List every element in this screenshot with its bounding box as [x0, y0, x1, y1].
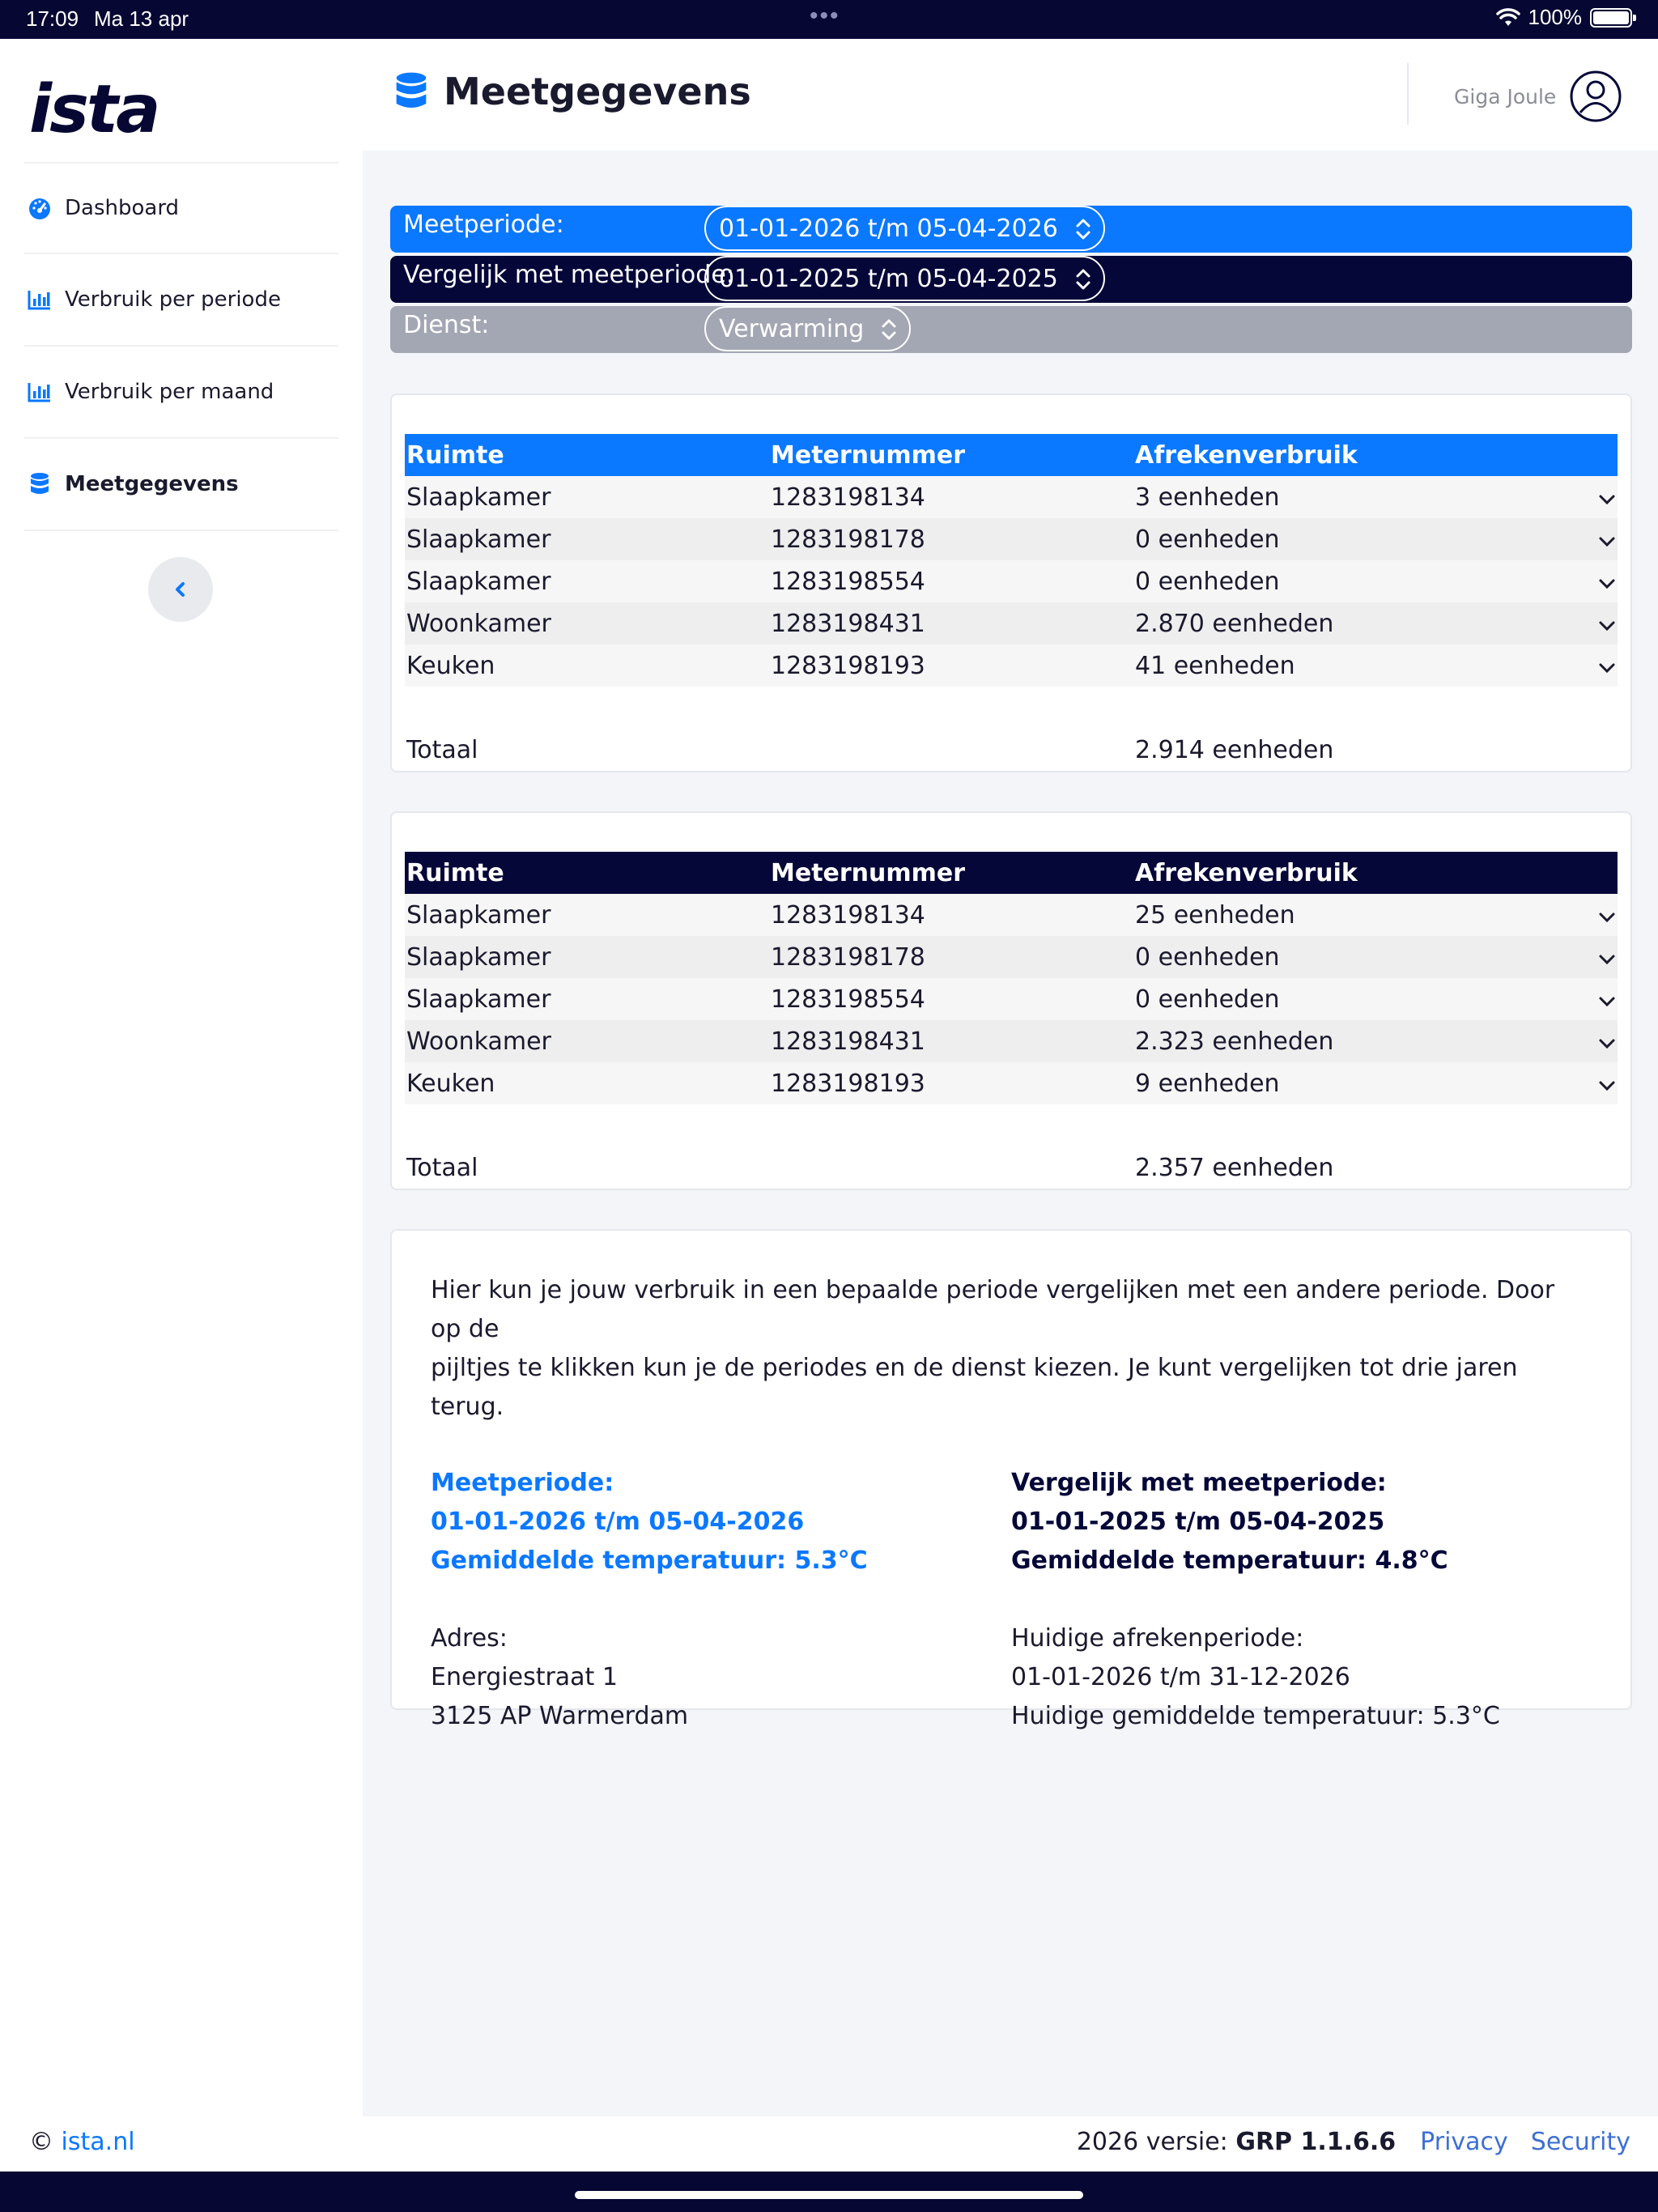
vergelijk-table-card: [390, 811, 1632, 1190]
chevron-down-icon: [1598, 954, 1616, 965]
table-row[interactable]: [405, 644, 1618, 687]
sidebar-item-label: Verbruik per periode: [65, 287, 281, 312]
version-info: [1077, 2128, 1396, 2156]
dashboard-icon: [26, 194, 53, 222]
chevron-up-down-icon: [880, 317, 898, 342]
database-icon: [393, 71, 429, 112]
meetperiode-summary: [431, 1464, 1011, 1580]
expand-row-button[interactable]: [1585, 518, 1618, 560]
chevron-down-icon: [1598, 620, 1616, 632]
adres-block: [431, 1619, 1011, 1736]
cell-meternummer: 1283198134: [769, 894, 1133, 936]
afrekenperiode-label: Huidige afrekenperiode:: [1011, 1624, 1304, 1653]
expand-row-button[interactable]: [1585, 1062, 1618, 1104]
cell-ruimte: Woonkamer: [405, 602, 769, 644]
meetperiode-summary-period: 01-01-2026 t/m 05-04-2026: [431, 1508, 805, 1536]
user-avatar-icon[interactable]: [1569, 70, 1622, 123]
cell-verbruik: 3 eenheden: [1133, 476, 1585, 518]
table-row[interactable]: [405, 518, 1618, 560]
table-row[interactable]: [405, 602, 1618, 644]
sidebar-nav: [24, 162, 338, 531]
chevron-up-down-icon: [1074, 267, 1092, 291]
total-label: Totaal: [406, 735, 478, 764]
cell-meternummer: 1283198431: [769, 602, 1133, 644]
cell-meternummer: 1283198554: [769, 560, 1133, 602]
table-row[interactable]: [405, 1062, 1618, 1104]
total-value: 2.357 eenheden: [1135, 1153, 1334, 1182]
filter-vergelijk: [390, 256, 1632, 303]
chevron-down-icon: [1598, 662, 1616, 674]
vergelijk-summary: [1011, 1464, 1592, 1580]
sidebar-item-verbruik-per-periode[interactable]: [24, 254, 338, 347]
info-description-line: Hier kun je jouw verbruik in een bepaalde periode vergelijken met een andere periode. Door op de: [431, 1276, 1555, 1343]
cell-verbruik: 0 eenheden: [1133, 518, 1585, 560]
filter-meetperiode: [390, 206, 1632, 253]
cell-ruimte: Keuken: [405, 644, 769, 687]
afrekenperiode-temp: Huidige gemiddelde temperatuur: 5.3°C: [1011, 1702, 1500, 1730]
cell-meternummer: 1283198178: [769, 936, 1133, 978]
user-menu[interactable]: [1454, 70, 1622, 123]
column-header-ruimte: Ruimte: [405, 434, 769, 476]
total-value: 2.914 eenheden: [1135, 735, 1334, 764]
filter-dienst: [390, 306, 1632, 353]
afrekenperiode-period: 01-01-2026 t/m 31-12-2026: [1011, 1663, 1350, 1691]
multitasking-dots-icon[interactable]: •••: [810, 2, 840, 29]
footer-links: [1420, 2128, 1630, 2156]
bar-chart-icon: [26, 286, 53, 313]
expand-row-button[interactable]: [1585, 560, 1618, 602]
table-total-row: [405, 729, 1618, 771]
page-title-group: [393, 70, 751, 113]
chevron-down-icon: [1598, 996, 1616, 1007]
table-row[interactable]: [405, 1020, 1618, 1062]
sidebar-item-dashboard[interactable]: [24, 162, 338, 254]
chevron-down-icon: [1598, 578, 1616, 589]
cell-ruimte: Slaapkamer: [405, 894, 769, 936]
security-link[interactable]: Security: [1530, 2128, 1630, 2156]
cell-meternummer: 1283198193: [769, 1062, 1133, 1104]
column-header-afrekenverbruik: Afrekenverbruik: [1133, 852, 1585, 894]
adres-street: Energiestraat 1: [431, 1663, 618, 1691]
expand-row-button[interactable]: [1585, 978, 1618, 1020]
table-row[interactable]: [405, 476, 1618, 518]
cell-meternummer: 1283198431: [769, 1020, 1133, 1062]
header-divider: [1407, 63, 1409, 125]
status-right: [1496, 5, 1633, 30]
column-header-afrekenverbruik: Afrekenverbruik: [1133, 434, 1585, 476]
select-value: 01-01-2025 t/m 05-04-2025: [719, 264, 1058, 293]
expand-row-button[interactable]: [1585, 936, 1618, 978]
sidebar-item-label: Dashboard: [65, 196, 180, 220]
meetperiode-summary-temp: Gemiddelde temperatuur: 5.3°C: [431, 1546, 868, 1575]
cell-verbruik: 2.323 eenheden: [1133, 1020, 1585, 1062]
home-indicator-bar: [0, 2172, 1658, 2212]
ista-logo[interactable]: ista: [29, 71, 159, 148]
expand-row-button[interactable]: [1585, 476, 1618, 518]
filter-label: Dienst:: [403, 311, 490, 339]
info-card: [390, 1229, 1632, 1730]
table-row[interactable]: [405, 560, 1618, 602]
status-time: 17:09: [26, 6, 79, 31]
chevron-down-icon: [1598, 1038, 1616, 1049]
adres-label: Adres:: [431, 1624, 508, 1653]
cell-verbruik: 0 eenheden: [1133, 936, 1585, 978]
cell-meternummer: 1283198554: [769, 978, 1133, 1020]
table-row[interactable]: [405, 936, 1618, 978]
cell-ruimte: Slaapkamer: [405, 560, 769, 602]
dienst-select[interactable]: [704, 306, 911, 351]
chevron-down-icon: [1598, 536, 1616, 547]
table-header-row: [405, 434, 1618, 476]
total-label: Totaal: [406, 1153, 478, 1182]
cell-meternummer: 1283198178: [769, 518, 1133, 560]
filter-label: Vergelijk met meetperiode:: [403, 261, 734, 289]
column-header-ruimte: Ruimte: [405, 852, 769, 894]
table-total-row: [405, 1146, 1618, 1189]
footer-copyright: [29, 2128, 135, 2156]
sidebar-item-verbruik-per-maand[interactable]: [24, 347, 338, 439]
expand-row-button[interactable]: [1585, 894, 1618, 936]
chevron-down-icon: [1598, 494, 1616, 505]
sidebar-item-meetgegevens[interactable]: [24, 439, 338, 531]
select-value: Verwarming: [719, 314, 865, 343]
period-summary: [431, 1464, 1592, 1580]
cell-verbruik: 25 eenheden: [1133, 894, 1585, 936]
meetperiode-table-card: [390, 393, 1632, 772]
bar-chart-icon: [26, 378, 53, 406]
cell-ruimte: Keuken: [405, 1062, 769, 1104]
expand-row-button[interactable]: [1585, 602, 1618, 644]
address-summary: [431, 1619, 1592, 1736]
cell-meternummer: 1283198134: [769, 476, 1133, 518]
expand-row-button[interactable]: [1585, 1020, 1618, 1062]
footer-right: [1077, 2128, 1630, 2156]
table-row[interactable]: [405, 978, 1618, 1020]
chevron-left-icon: [172, 580, 189, 599]
column-header-meternummer: Meternummer: [769, 434, 1133, 476]
expand-row-button[interactable]: [1585, 644, 1618, 687]
cell-verbruik: 41 eenheden: [1133, 644, 1585, 687]
version-prefix: 2026 versie:: [1076, 2128, 1228, 2156]
meetperiode-summary-label: Meetperiode:: [431, 1469, 614, 1497]
battery-icon: [1590, 8, 1632, 28]
ista-site-link[interactable]: ista.nl: [61, 2128, 135, 2156]
chevron-down-icon: [1598, 912, 1616, 923]
chevron-down-icon: [1598, 1080, 1616, 1091]
table-header-row: [405, 852, 1618, 894]
cell-ruimte: Slaapkamer: [405, 476, 769, 518]
wifi-icon: [1496, 8, 1520, 28]
status-bar: [0, 0, 1658, 39]
privacy-link[interactable]: Privacy: [1420, 2128, 1508, 2156]
select-value: 01-01-2026 t/m 05-04-2026: [719, 214, 1058, 243]
vergelijk-select[interactable]: [704, 256, 1105, 301]
footer: [0, 2116, 1658, 2172]
copyright-symbol: ©: [29, 2128, 53, 2156]
table-row[interactable]: [405, 894, 1618, 936]
cell-ruimte: Slaapkamer: [405, 518, 769, 560]
cell-ruimte: Woonkamer: [405, 1020, 769, 1062]
vergelijk-table: [405, 852, 1618, 1104]
sidebar-collapse-button[interactable]: [148, 557, 213, 622]
database-icon: [26, 470, 53, 498]
adres-city: 3125 AP Warmerdam: [431, 1702, 689, 1730]
vergelijk-summary-temp: Gemiddelde temperatuur: 4.8°C: [1011, 1546, 1448, 1575]
vergelijk-summary-period: 01-01-2025 t/m 05-04-2025: [1011, 1508, 1385, 1536]
cell-verbruik: 0 eenheden: [1133, 978, 1585, 1020]
column-header-meternummer: Meternummer: [769, 852, 1133, 894]
battery-percentage: 100%: [1528, 5, 1582, 29]
page-header: [363, 39, 1658, 151]
cell-ruimte: Slaapkamer: [405, 978, 769, 1020]
chevron-up-down-icon: [1074, 217, 1092, 241]
cell-meternummer: 1283198193: [769, 644, 1133, 687]
home-indicator[interactable]: [575, 2191, 1083, 2199]
filter-panel: [390, 206, 1632, 356]
info-description-line: pijltjes te klikken kun je de periodes en de dienst kiezen. Je kunt vergelijken tot drie jaren terug.: [431, 1354, 1518, 1421]
meetperiode-select[interactable]: [704, 206, 1105, 251]
cell-verbruik: 9 eenheden: [1133, 1062, 1585, 1104]
sidebar-item-label: Verbruik per maand: [65, 380, 274, 404]
user-name: Giga Joule: [1454, 84, 1557, 108]
vergelijk-summary-label: Vergelijk met meetperiode:: [1011, 1469, 1387, 1497]
page-title: Meetgegevens: [444, 70, 751, 113]
filter-label: Meetperiode:: [403, 211, 564, 239]
sidebar: [0, 39, 363, 2116]
sidebar-item-label: Meetgegevens: [65, 472, 239, 496]
afrekenperiode-block: [1011, 1619, 1592, 1736]
version-number: GRP 1.1.6.6: [1235, 2128, 1397, 2156]
status-date: Ma 13 apr: [94, 6, 189, 31]
main-content: [363, 151, 1658, 2116]
cell-verbruik: 0 eenheden: [1133, 560, 1585, 602]
meetperiode-table: [405, 434, 1618, 687]
cell-verbruik: 2.870 eenheden: [1133, 602, 1585, 644]
cell-ruimte: Slaapkamer: [405, 936, 769, 978]
